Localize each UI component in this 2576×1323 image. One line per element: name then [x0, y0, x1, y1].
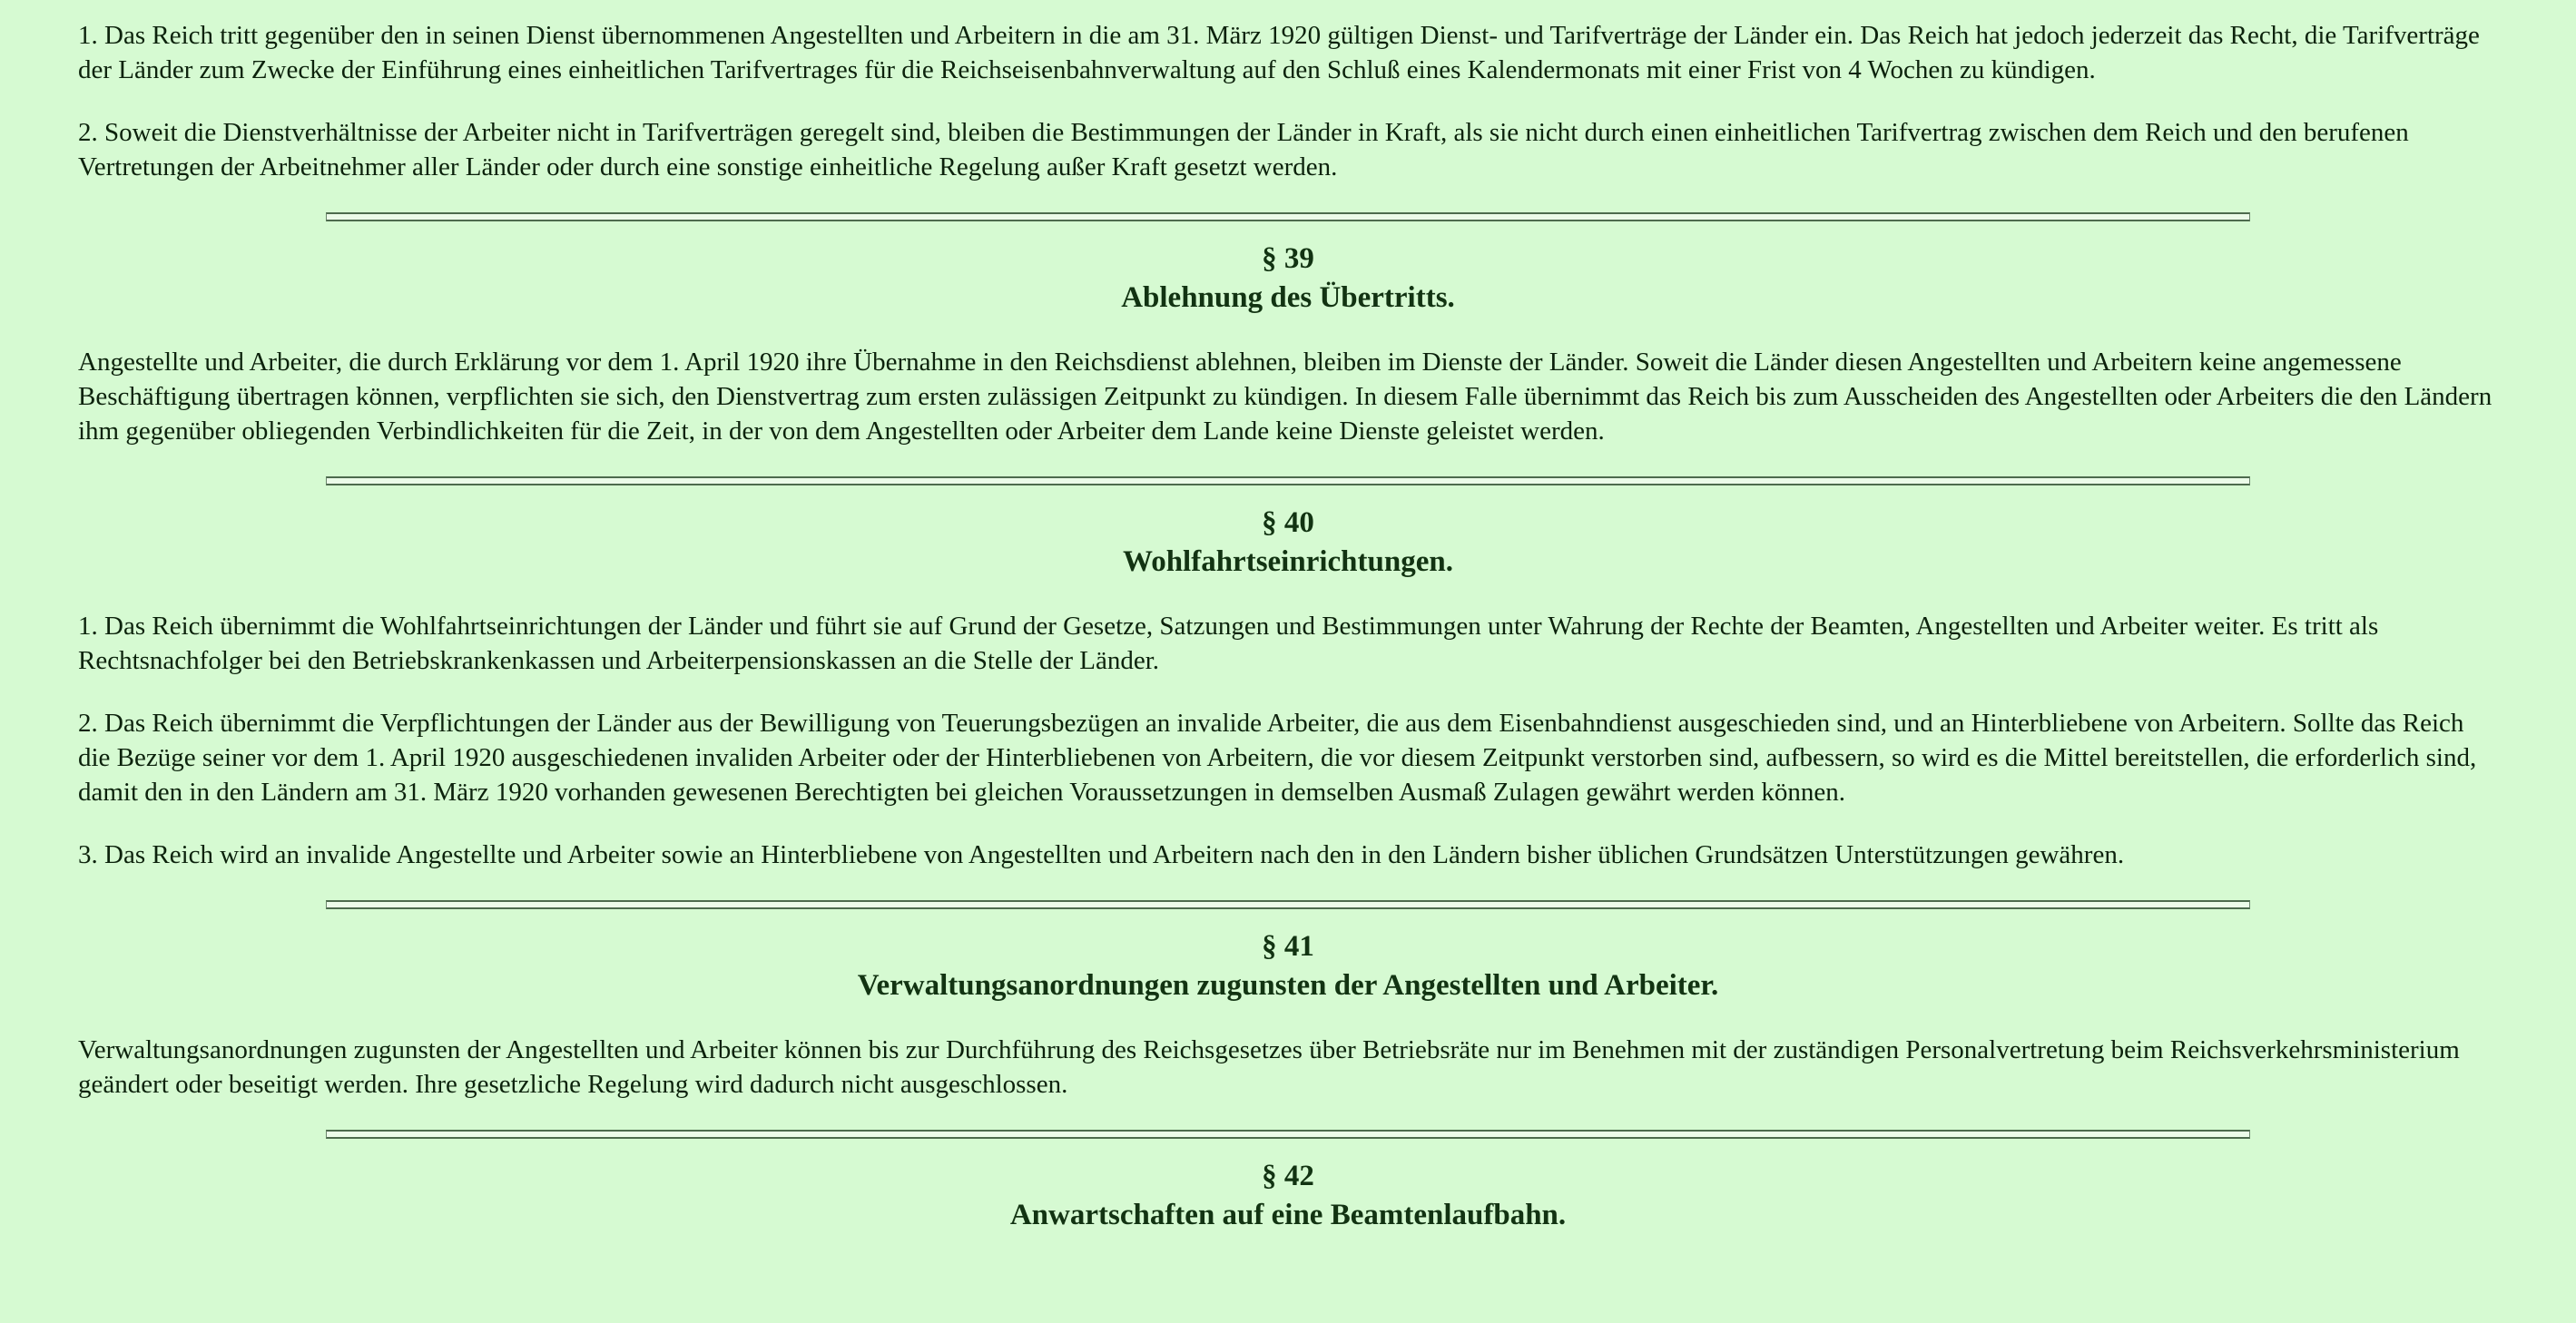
section-divider	[326, 1130, 2250, 1139]
paragraph-40-3: 3. Das Reich wird an invalide Angestellte und Arbeiter sowie an Hinterbliebene von Angestellten und Arbeitern nach den in den Ländern bisher üblichen Grundsätzen Unterstützungen gewähren.	[78, 840, 2125, 869]
paragraph-intro-1: 1. Das Reich tritt gegenüber den in seinen Dienst übernommenen Angestellten und Arbeitern in die am 31. März 1920 gültigen Dienst- und Tarifverträge der Länder ein. Das Reich hat jedoch jederzeit das Recht, die Tarifverträge der Länder zum Zwecke der Einführung eines einheitlichen Tarifvertrages für die Reichseisenbahnverwaltung auf den Schluß eines Kalendermonats mit einer Frist von 4 Wochen zu kündigen.	[78, 21, 2480, 84]
section-divider	[326, 212, 2250, 221]
section-title: Ablehnung des Übertritts.	[1121, 281, 1455, 314]
section-title: Verwaltungsanordnungen zugunsten der Angestellten und Arbeiter.	[857, 969, 1719, 1002]
paragraph-40-1: 1. Das Reich übernimmt die Wohlfahrtseinrichtungen der Länder und führt sie auf Grund der Gesetze, Satzungen und Bestimmungen unter Wahrung der Rechte der Beamten, Angestellten und Arbeiter weiter. Es tritt als Rechtsnachfolger bei den Betriebskrankenkassen und Arbeiterpensionskassen an die Stelle der Länder.	[78, 612, 2379, 675]
section-heading-41	[78, 927, 2498, 1005]
section-heading-40	[78, 504, 2498, 582]
section-number: § 42	[1262, 1160, 1314, 1192]
paragraph-intro-2: 2. Soweit die Dienstverhältnisse der Arbeiter nicht in Tarifverträgen geregelt sind, bleiben die Bestimmungen der Länder in Kraft, als sie nicht durch einen einheitlichen Tarifvertrag zwischen dem Reich und den berufenen Vertretungen der Arbeitnehmer aller Länder oder durch eine sonstige einheitliche Regelung außer Kraft gesetzt werden.	[78, 118, 2409, 181]
paragraph-39-1: Angestellte und Arbeiter, die durch Erklärung vor dem 1. April 1920 ihre Übernahme in den Reichsdienst ablehnen, bleiben im Dienste der Länder. Soweit die Länder diesen Angestellten und Arbeitern keine angemessene Beschäftigung übertragen können, verpflichten sie sich, den Dienstvertrag zum ersten zulässigen Zeitpunkt zu kündigen. In diesem Falle übernimmt das Reich bis zum Ausscheiden des Angestellten oder Arbeiters die den Ländern ihm gegenüber obliegenden Verbindlichkeiten für die Zeit, in der von dem Angestellten oder Arbeiter dem Lande keine Dienste geleistet werden.	[78, 348, 2492, 446]
paragraph-40-2: 2. Das Reich übernimmt die Verpflichtungen der Länder aus der Bewilligung von Teuerungsbezügen an invalide Arbeiter, die aus dem Eisenbahndienst ausgeschieden sind, und an Hinterbliebene von Arbeitern. Sollte das Reich die Bezüge seiner vor dem 1. April 1920 ausgeschiedenen invaliden Arbeiter oder der Hinterbliebenen von Arbeitern, die vor diesem Zeitpunkt verstorben sind, aufbessern, so wird es die Mittel bereitstellen, die erforderlich sind, damit den in den Ländern am 31. März 1920 vorhanden gewesenen Berechtigten bei gleichen Voraussetzungen in demselben Ausmaß Zulagen gewährt werden können.	[78, 709, 2477, 807]
section-title: Anwartschaften auf eine Beamtenlaufbahn.	[1009, 1199, 1567, 1231]
section-heading-39	[78, 240, 2498, 318]
section-title: Wohlfahrtseinrichtungen.	[1123, 545, 1453, 578]
section-heading-42	[78, 1157, 2498, 1235]
section-divider	[326, 900, 2250, 909]
section-number: § 40	[1262, 506, 1314, 539]
section-divider	[326, 476, 2250, 485]
paragraph-41-1: Verwaltungsanordnungen zugunsten der Angestellten und Arbeiter können bis zur Durchführung des Reichsgesetzes über Betriebsräte nur im Benehmen mit der zuständigen Personalvertretung beim Reichsverkehrsministerium geändert oder beseitigt werden. Ihre gesetzliche Regelung wird dadurch nicht ausgeschlossen.	[78, 1035, 2460, 1099]
section-number: § 39	[1262, 242, 1314, 275]
section-number: § 41	[1262, 930, 1314, 963]
